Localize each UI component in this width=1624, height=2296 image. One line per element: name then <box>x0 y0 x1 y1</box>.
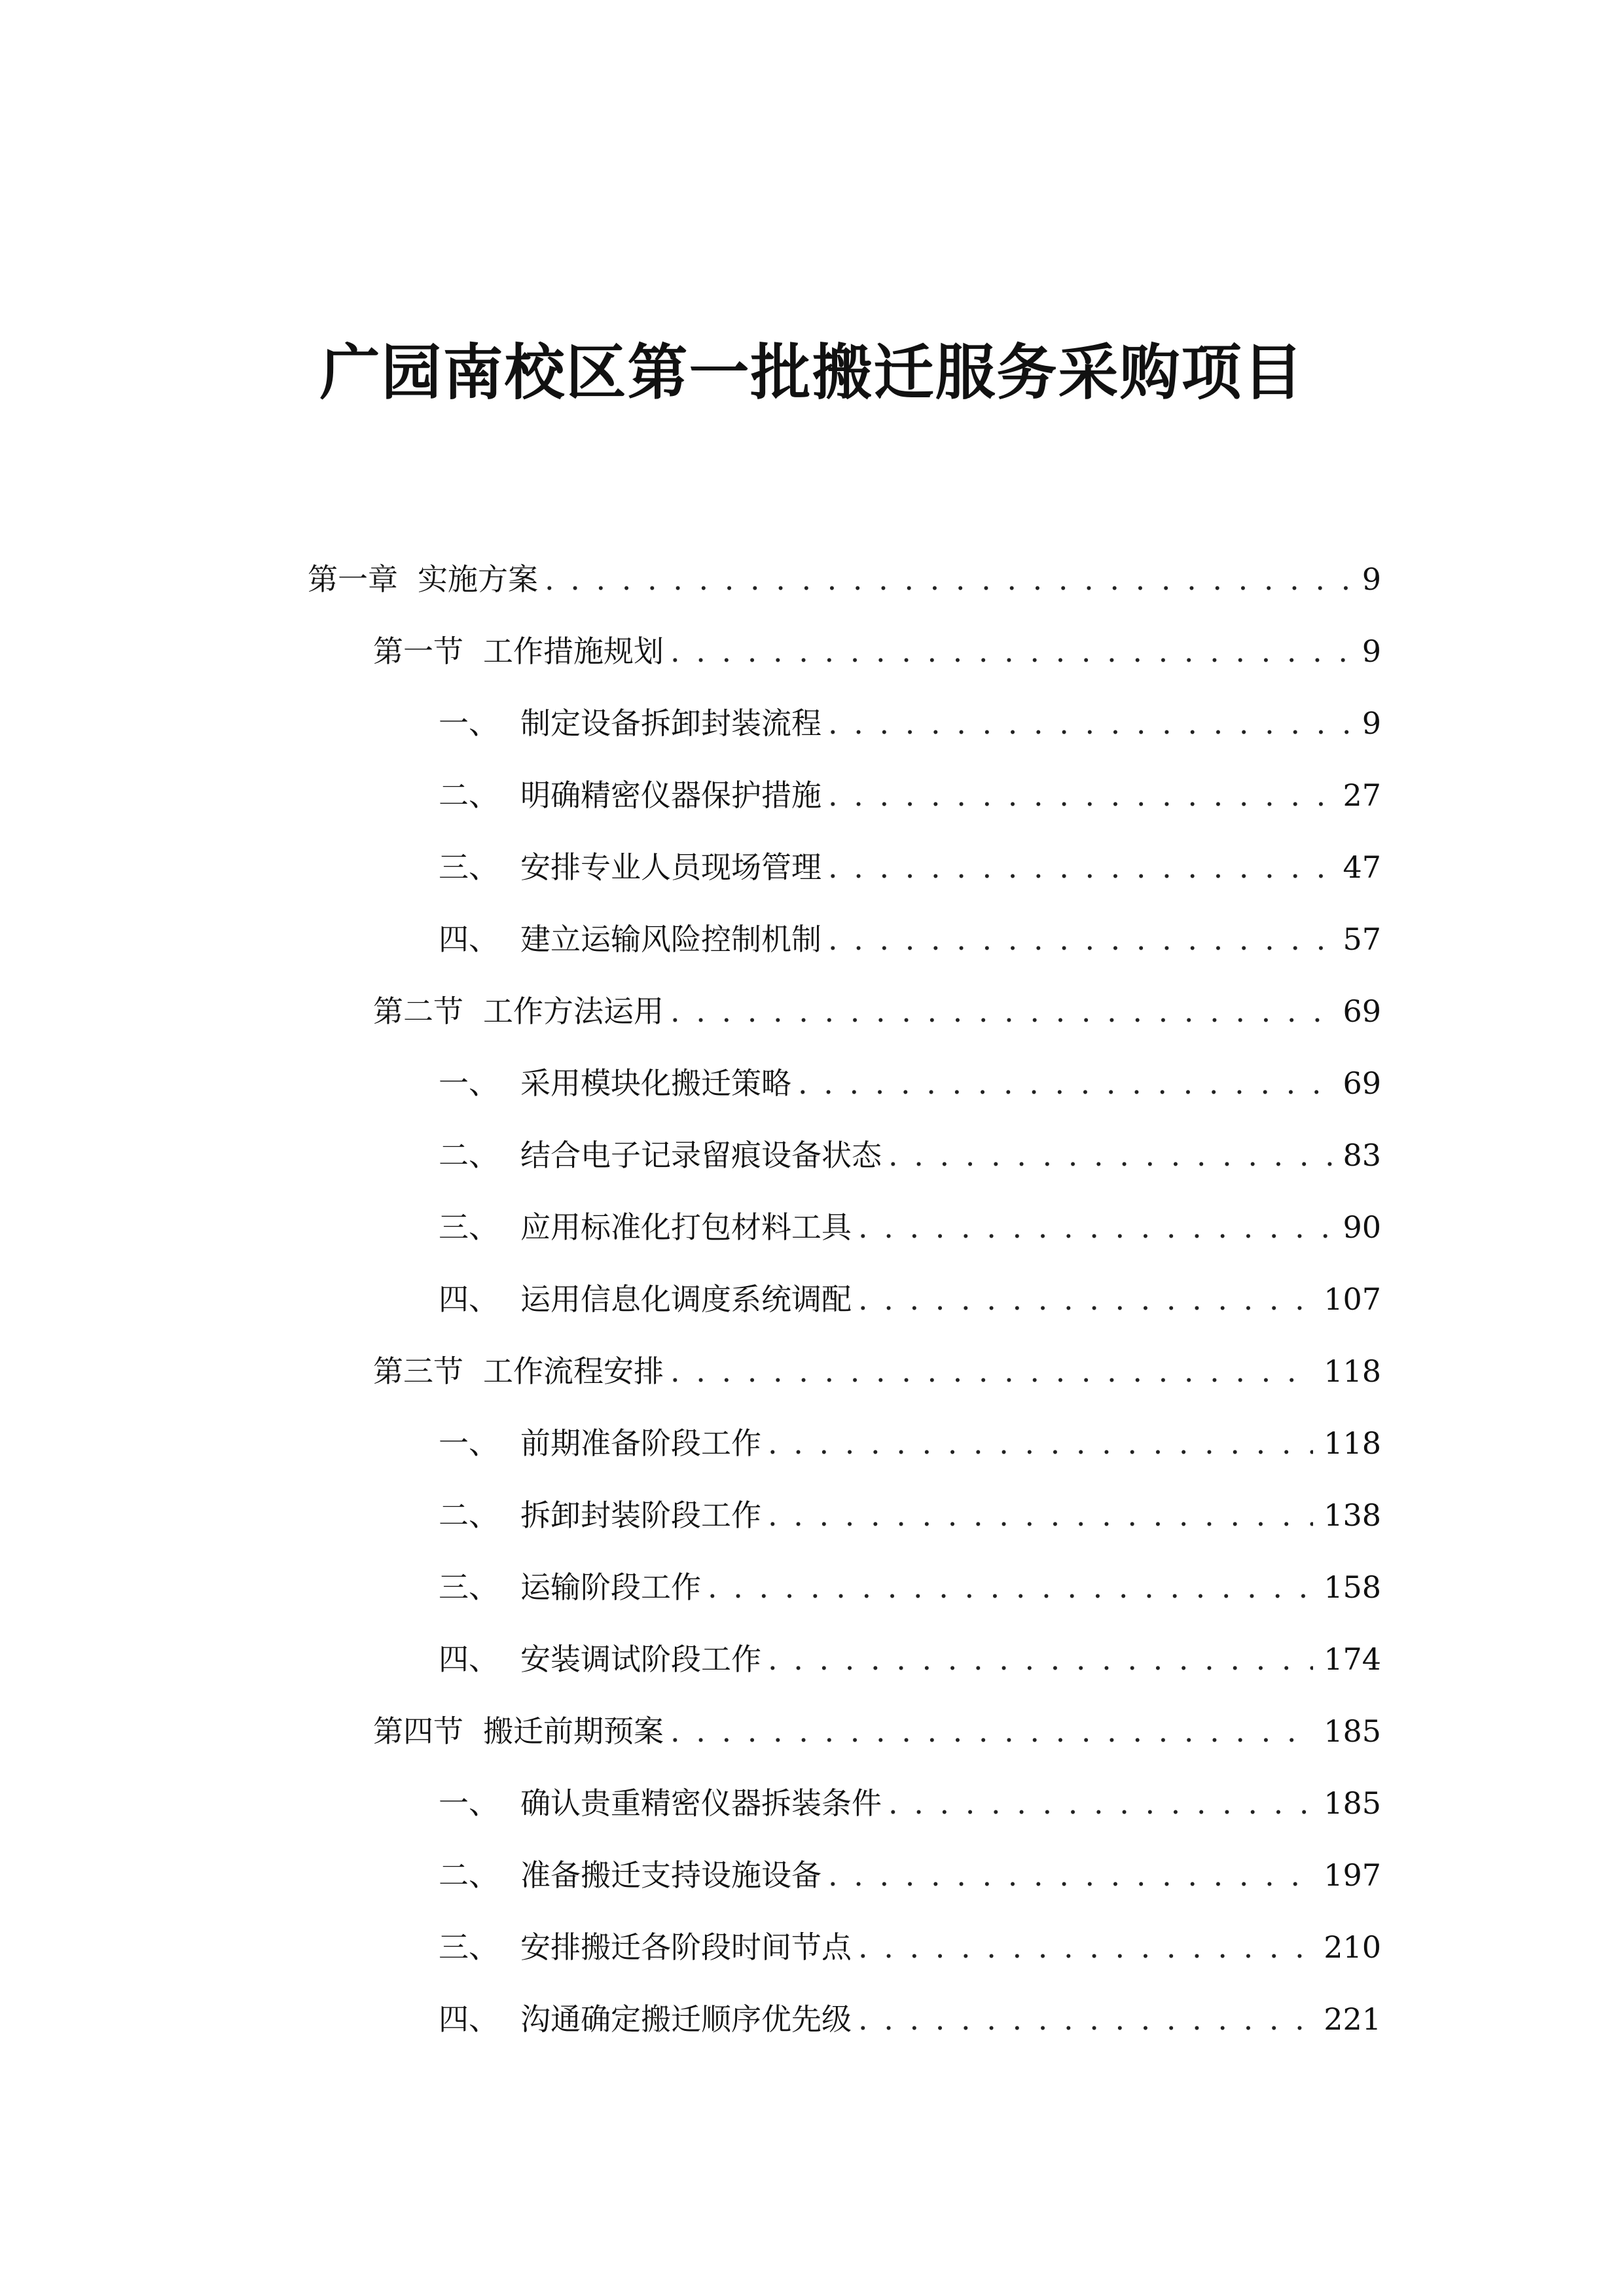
toc-entry-text: 安排专业人员现场管理 <box>520 850 821 885</box>
toc-entry-text: 建立运输风险控制机制 <box>520 922 821 957</box>
toc-entry-number: 第二节 <box>373 994 463 1029</box>
toc-entry-number: 第一章 <box>308 562 398 597</box>
toc-entry-number: 三、 <box>439 1570 499 1605</box>
toc-entry-page: 83 <box>1343 1138 1381 1173</box>
toc-item[interactable] <box>308 1407 1381 1479</box>
toc-entry-page: 174 <box>1324 1641 1381 1677</box>
toc-leader-dots <box>858 1983 1313 2055</box>
toc-section-2[interactable] <box>308 975 1381 1047</box>
toc-entry-number: 一、 <box>439 706 499 741</box>
toc-entry-text: 安装调试阶段工作 <box>520 1641 761 1677</box>
toc-entry-page: 9 <box>1362 706 1381 741</box>
toc-entry-page: 118 <box>1324 1426 1381 1461</box>
table-of-contents <box>308 543 1381 2055</box>
toc-entry-page: 138 <box>1324 1498 1381 1533</box>
toc-entry-page: 57 <box>1343 922 1381 957</box>
toc-leader-dots <box>768 1623 1313 1695</box>
toc-entry-text: 结合电子记录留痕设备状态 <box>520 1138 882 1173</box>
document-title: 广园南校区第一批搬迁服务采购项目 <box>319 338 1305 408</box>
toc-leader-dots <box>708 1551 1313 1623</box>
toc-item[interactable] <box>308 1551 1381 1623</box>
toc-entry-number: 四、 <box>439 1282 499 1317</box>
toc-entry-text: 明确精密仪器保护措施 <box>520 778 821 813</box>
toc-entry-page: 185 <box>1324 1785 1381 1821</box>
toc-leader-dots <box>858 1191 1332 1263</box>
toc-leader-dots <box>670 1335 1313 1407</box>
toc-leader-dots <box>888 1767 1313 1839</box>
toc-item[interactable] <box>308 1119 1381 1191</box>
toc-entry-number: 二、 <box>439 1857 499 1893</box>
toc-leader-dots <box>828 831 1332 903</box>
toc-item[interactable] <box>308 1191 1381 1263</box>
toc-entry-number: 四、 <box>439 1641 499 1677</box>
toc-item[interactable] <box>308 1263 1381 1335</box>
toc-leader-dots <box>888 1119 1332 1191</box>
toc-entry-text: 确认贵重精密仪器拆装条件 <box>520 1785 882 1821</box>
toc-entry-number: 一、 <box>439 1066 499 1101</box>
toc-entry-number: 一、 <box>439 1426 499 1461</box>
toc-leader-dots <box>858 1911 1313 1983</box>
toc-leader-dots <box>768 1479 1313 1551</box>
toc-chapter-1[interactable] <box>308 543 1381 615</box>
toc-entry-text: 拆卸封装阶段工作 <box>520 1498 761 1533</box>
toc-item[interactable] <box>308 1911 1381 1983</box>
toc-entry-page: 107 <box>1324 1282 1381 1317</box>
toc-entry-text: 应用标准化打包材料工具 <box>520 1210 852 1245</box>
toc-leader-dots <box>545 543 1352 615</box>
toc-entry-page: 69 <box>1343 1066 1381 1101</box>
toc-entry-text: 安排搬迁各阶段时间节点 <box>520 1929 852 1965</box>
toc-item[interactable] <box>308 1623 1381 1695</box>
toc-item[interactable] <box>308 687 1381 759</box>
toc-item[interactable] <box>308 903 1381 975</box>
toc-entry-page: 27 <box>1343 778 1381 813</box>
toc-entry-text: 实施方案 <box>418 562 538 597</box>
toc-entry-number: 二、 <box>439 1498 499 1533</box>
toc-section-1[interactable] <box>308 615 1381 687</box>
toc-item[interactable] <box>308 1479 1381 1551</box>
toc-entry-page: 185 <box>1324 1713 1381 1749</box>
toc-leader-dots <box>768 1407 1313 1479</box>
toc-entry-number: 二、 <box>439 778 499 813</box>
toc-entry-number: 三、 <box>439 1210 499 1245</box>
toc-entry-text: 沟通确定搬迁顺序优先级 <box>520 2001 852 2037</box>
toc-entry-page: 9 <box>1362 562 1381 597</box>
toc-entry-text: 工作方法运用 <box>483 994 664 1029</box>
toc-entry-page: 158 <box>1324 1570 1381 1605</box>
toc-entry-number: 三、 <box>439 850 499 885</box>
toc-entry-page: 221 <box>1324 2001 1381 2037</box>
toc-entry-page: 9 <box>1362 634 1381 669</box>
toc-entry-number: 三、 <box>439 1929 499 1965</box>
toc-entry-page: 90 <box>1343 1210 1381 1245</box>
toc-entry-number: 四、 <box>439 922 499 957</box>
toc-entry-text: 工作流程安排 <box>483 1354 664 1389</box>
toc-leader-dots <box>858 1263 1313 1335</box>
toc-entry-text: 制定设备拆卸封装流程 <box>520 706 821 741</box>
toc-leader-dots <box>828 687 1352 759</box>
toc-item[interactable] <box>308 1839 1381 1911</box>
toc-leader-dots <box>670 1695 1313 1767</box>
toc-item[interactable] <box>308 1983 1381 2055</box>
toc-entry-text: 工作措施规划 <box>483 634 664 669</box>
toc-item[interactable] <box>308 1047 1381 1119</box>
toc-entry-text: 前期准备阶段工作 <box>520 1426 761 1461</box>
toc-entry-page: 210 <box>1324 1929 1381 1965</box>
toc-entry-page: 197 <box>1324 1857 1381 1893</box>
toc-entry-number: 二、 <box>439 1138 499 1173</box>
toc-leader-dots <box>828 903 1332 975</box>
toc-entry-text: 运用信息化调度系统调配 <box>520 1282 852 1317</box>
toc-entry-number: 一、 <box>439 1785 499 1821</box>
toc-entry-text: 准备搬迁支持设施设备 <box>520 1857 821 1893</box>
toc-entry-number: 第一节 <box>373 634 463 669</box>
toc-leader-dots <box>828 759 1332 831</box>
toc-entry-text: 运输阶段工作 <box>520 1570 701 1605</box>
toc-leader-dots <box>670 975 1332 1047</box>
toc-entry-number: 第三节 <box>373 1354 463 1389</box>
toc-item[interactable] <box>308 759 1381 831</box>
toc-section-3[interactable] <box>308 1335 1381 1407</box>
toc-leader-dots <box>670 615 1352 687</box>
toc-item[interactable] <box>308 831 1381 903</box>
toc-section-4[interactable] <box>308 1695 1381 1767</box>
toc-entry-page: 47 <box>1343 850 1381 885</box>
toc-leader-dots <box>798 1047 1332 1119</box>
toc-item[interactable] <box>308 1767 1381 1839</box>
toc-entry-number: 第四节 <box>373 1713 463 1749</box>
toc-entry-page: 69 <box>1343 994 1381 1029</box>
toc-entry-number: 四、 <box>439 2001 499 2037</box>
toc-leader-dots <box>828 1839 1313 1911</box>
toc-entry-text: 搬迁前期预案 <box>483 1713 664 1749</box>
toc-entry-text: 采用模块化搬迁策略 <box>520 1066 791 1101</box>
toc-entry-page: 118 <box>1324 1354 1381 1389</box>
